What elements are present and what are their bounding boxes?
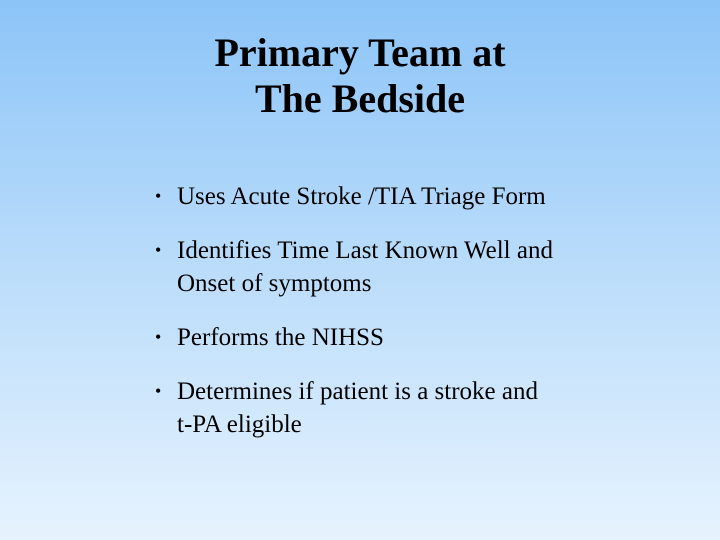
bullet-marker: •	[155, 381, 162, 401]
bullet-text: Performs the NIHSS	[177, 324, 384, 351]
bullet-text: Uses Acute Stroke /TIA Triage Form	[177, 183, 546, 210]
bullet-item	[155, 180, 675, 213]
bullet-text-line: Onset of symptoms	[177, 270, 372, 297]
title-line-1: Primary Team at	[214, 30, 506, 75]
bullet-marker: •	[155, 327, 162, 347]
bullet-marker: •	[155, 240, 162, 260]
title-line-2: The Bedside	[254, 76, 466, 121]
bullet-marker: •	[155, 186, 162, 206]
bullet-text-line: Identifies Time Last Known Well and	[177, 237, 553, 264]
slide-title	[0, 30, 720, 122]
bullet-item	[155, 321, 675, 354]
bullet-item	[155, 375, 675, 441]
bullet-list	[155, 180, 675, 462]
bullet-text-line: Determines if patient is a stroke and	[177, 378, 538, 405]
bullet-text-line: t-PA eligible	[177, 411, 302, 438]
bullet-item	[155, 234, 675, 300]
